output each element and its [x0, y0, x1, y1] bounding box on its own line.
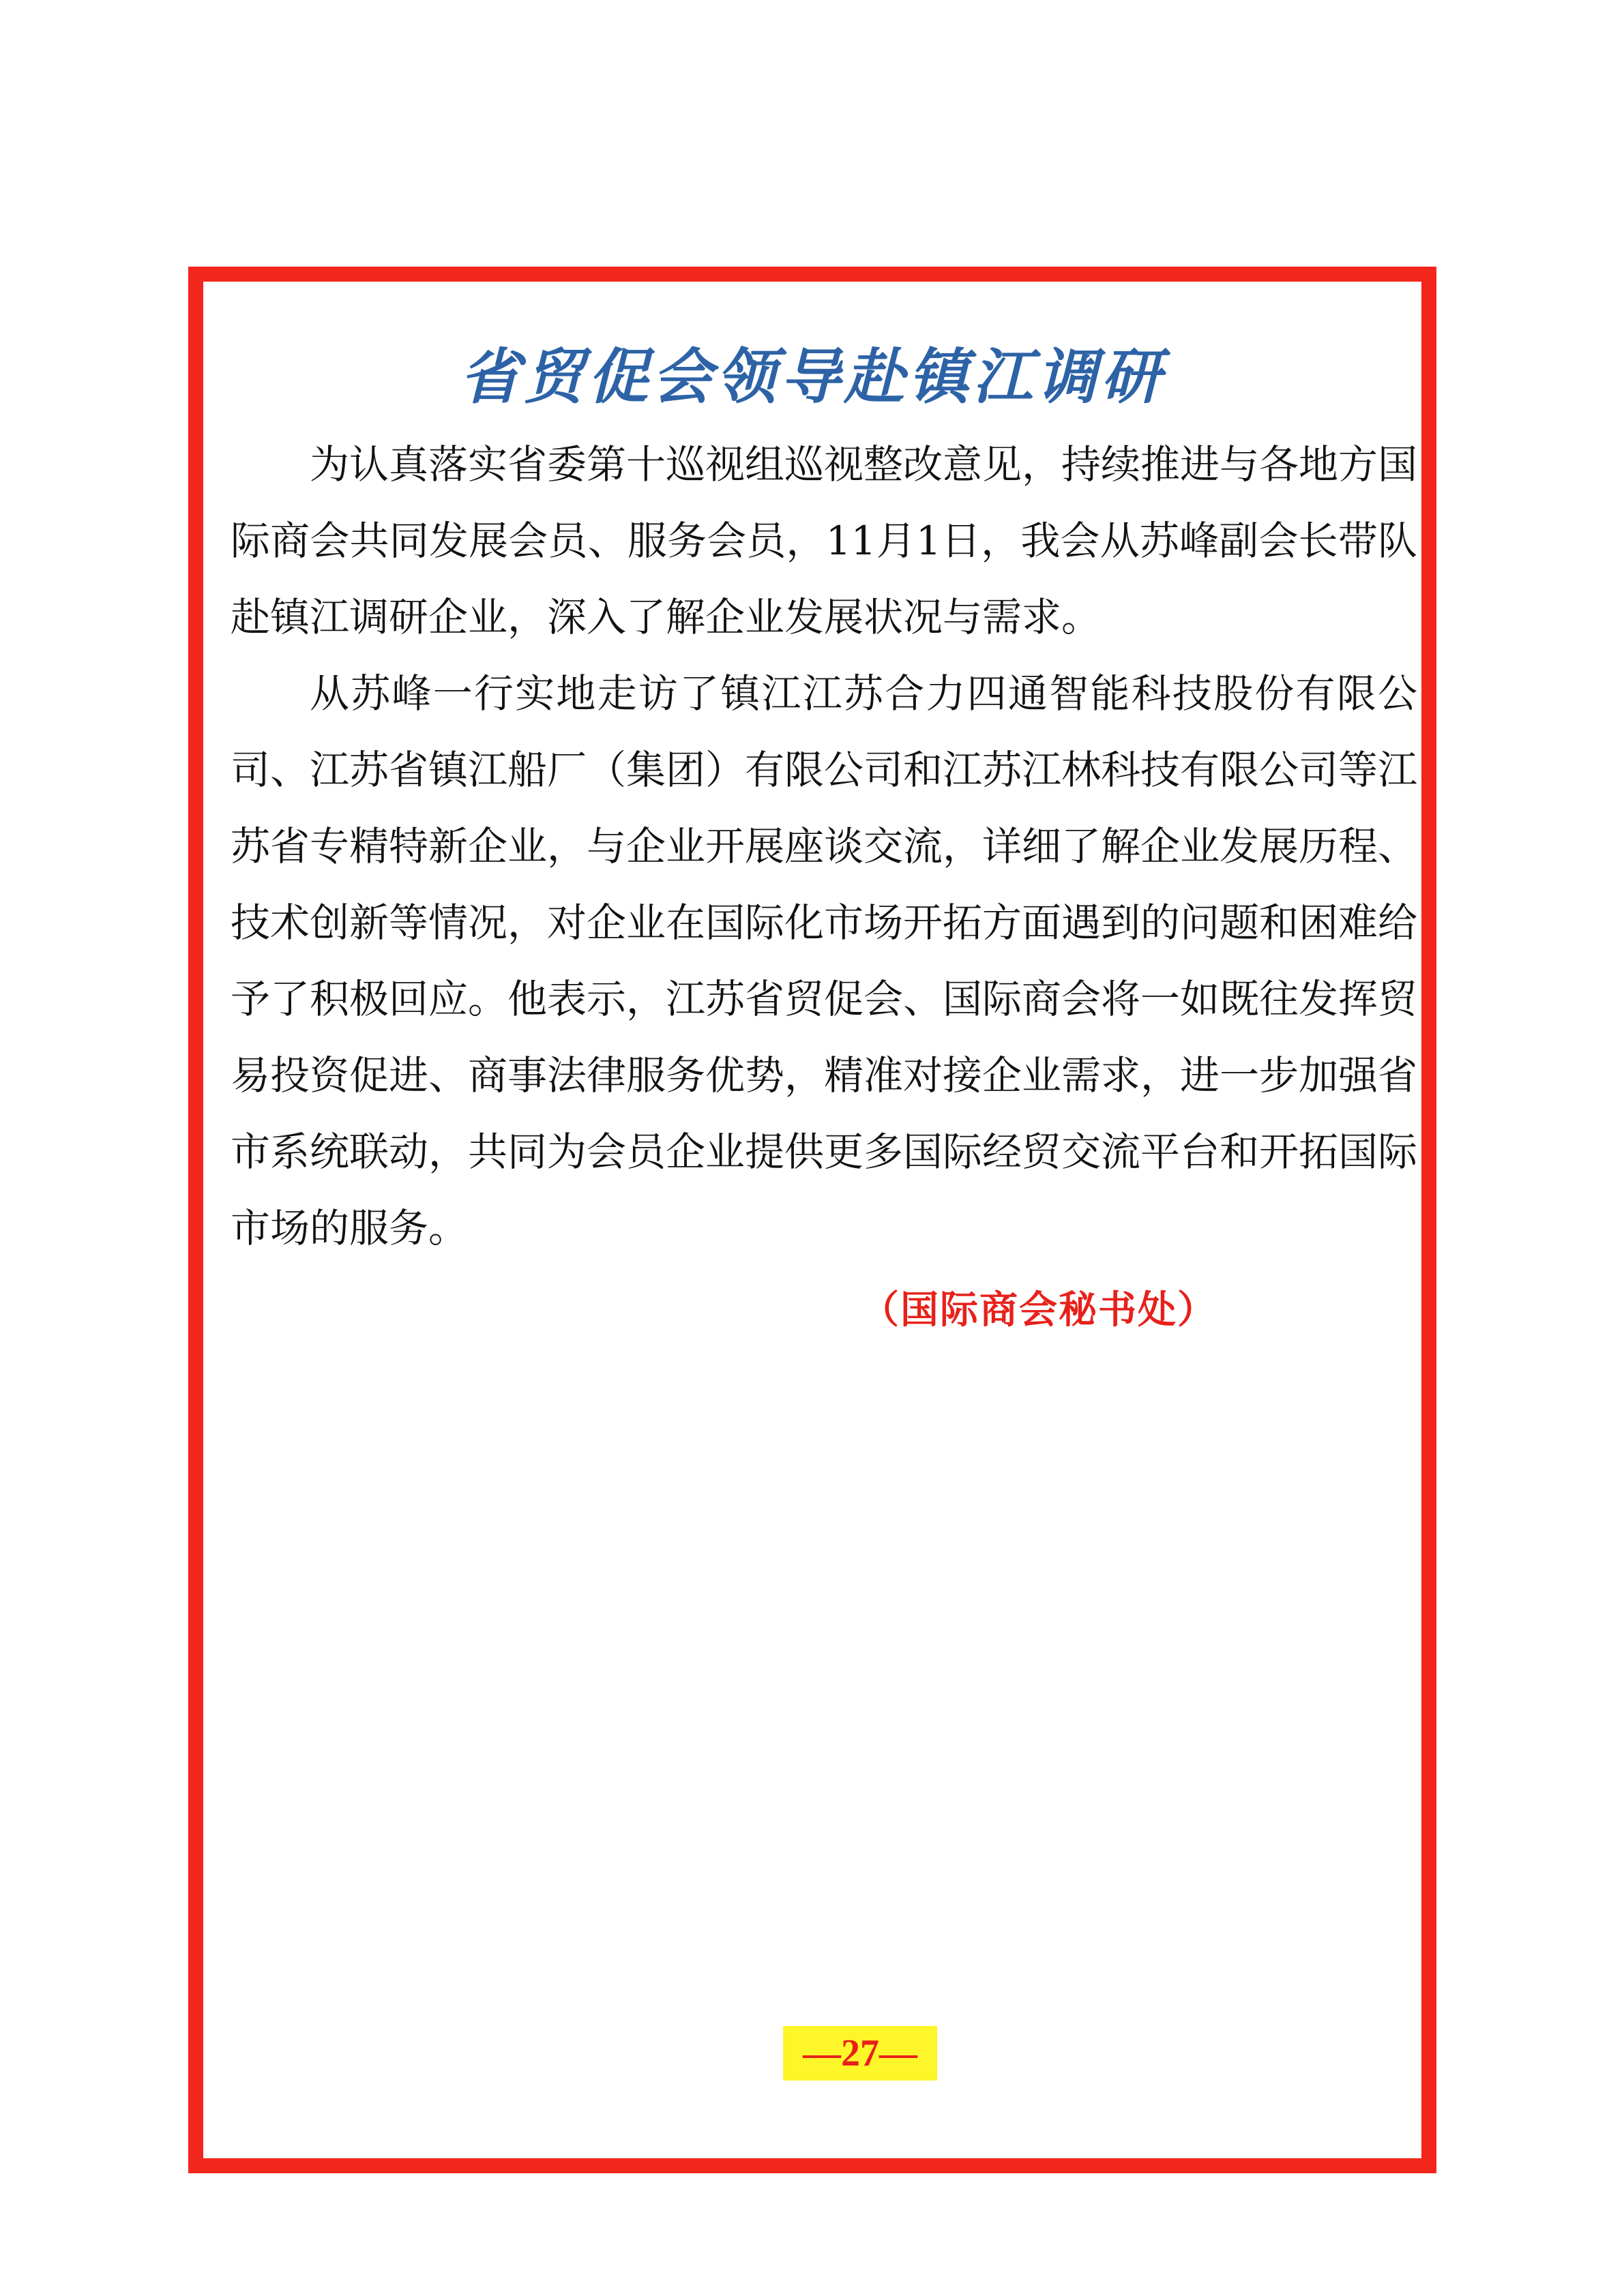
paragraph-1: 为认真落实省委第十巡视组巡视整改意见，持续推进与各地方国际商会共同发展会员、服务会员，11月1日，我会从苏峰副会长带队赴镇江调研企业，深入了解企业发展状况与需求。 — [231, 441, 1418, 640]
paragraph-2: 从苏峰一行实地走访了镇江江苏合力四通智能科技股份有限公司、江苏省镇江船厂（集团）有限公司和江苏江林科技有限公司等江苏省专精特新企业，与企业开展座谈交流，详细了解企业发展历程、技术创新等情况，对企业在国际化市场开拓方面遇到的问题和困难给予了积极回应。他表示，江苏省贸促会、国际商会将一如既往发挥贸易投资促进、商事法律服务优势，精准对接企业需求，进一步加强省市系统联动，共同为会员企业提供更多国际经贸交流平台和开拓国际市场的服务。 — [231, 670, 1418, 1251]
signature: （国际商会秘书处） — [861, 1287, 1217, 1332]
page-number: —27— — [783, 2026, 937, 2081]
page-frame — [188, 267, 1436, 2173]
article-title: 省贸促会领导赴镇江调研 — [459, 342, 1165, 412]
article-body — [231, 426, 1417, 1266]
